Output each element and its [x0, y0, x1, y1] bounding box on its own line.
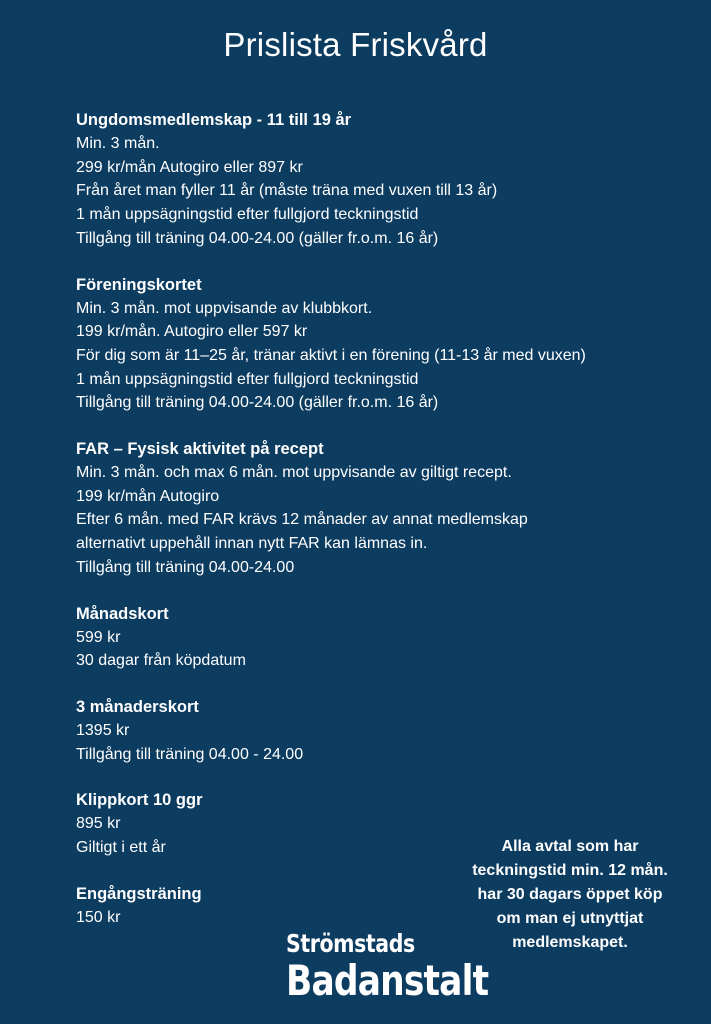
section-manadskort: [76, 602, 686, 673]
section-line: 30 dagar från köpdatum: [76, 652, 246, 670]
section-line: 599 kr: [76, 628, 121, 646]
notice-line: om man ej utnyttjat: [496, 910, 644, 927]
section-heading: Ungdomsmedlemskap - 11 till 19 år: [76, 111, 352, 129]
section-line: Min. 3 mån. mot uppvisande av klubbkort.: [76, 299, 373, 317]
section-line: 1 mån uppsägningstid efter fullgjord teckningstid: [76, 206, 419, 224]
section-heading: FAR – Fysisk aktivitet på recept: [76, 440, 324, 459]
section-line: 199 kr/mån Autogiro: [76, 487, 220, 505]
logo-top-text: Strömstads: [286, 929, 415, 958]
section-line: Tillgång till träning 04.00 - 24.00: [76, 745, 304, 763]
notice-line: teckningstid min. 12 mån.: [472, 862, 668, 879]
section-line: Från året man fyller 11 år (måste träna med vuxen till 13 år): [76, 182, 498, 200]
section-line: Efter 6 mån. med FAR krävs 12 månader av annat medlemskap: [76, 511, 528, 529]
section-line: alternativt uppehåll innan nytt FAR kan lämnas in.: [76, 535, 428, 553]
section-foreningskortet: [76, 273, 686, 416]
section-line: Tillgång till träning 04.00-24.00: [76, 558, 295, 576]
section-line: Tillgång till träning 04.00-24.00 (gäller fr.o.m. 16 år): [76, 229, 439, 247]
notice-line: medlemskapet.: [512, 934, 628, 951]
notice-line: har 30 dagars öppet köp: [477, 886, 663, 903]
page-title: Prislista Friskvård: [223, 26, 488, 63]
section-line: 150 kr: [76, 908, 121, 926]
notice-line: Alla avtal som har: [501, 838, 639, 855]
section-line: 199 kr/mån. Autogiro eller 597 kr: [76, 323, 308, 341]
section-heading: Månadskort: [76, 604, 169, 623]
section-heading: 3 månaderskort: [76, 697, 199, 716]
stromstads-badanstalt-logo: [286, 929, 489, 1005]
section-far: [76, 437, 686, 580]
section-line: Min. 3 mån. och max 6 mån. mot uppvisande av giltigt recept.: [76, 464, 512, 482]
section-heading: Klippkort 10 ggr: [76, 791, 203, 810]
logo-bottom-text: Badanstalt: [286, 956, 489, 1005]
section-line: Min. 3 mån.: [76, 135, 160, 152]
section-line: 895 kr: [76, 815, 121, 833]
section-heading: Engångsträning: [76, 884, 202, 903]
section-line: Giltigt i ett år: [76, 839, 166, 857]
section-line: För dig som är 11–25 år, tränar aktivt i en förening (11-13 år med vuxen): [76, 346, 586, 364]
section-line: Tillgång till träning 04.00-24.00 (gäller fr.o.m. 16 år): [76, 394, 439, 412]
section-line: 1 mån uppsägningstid efter fullgjord teckningstid: [76, 370, 419, 388]
section-line: 1395 kr: [76, 721, 130, 739]
section-ungdomsmedlemskap: [76, 108, 686, 251]
section-3-manaderskort: [76, 695, 686, 766]
price-list-content: [76, 108, 686, 951]
open-purchase-notice: [452, 835, 688, 955]
section-line: 299 kr/mån Autogiro eller 897 kr: [76, 158, 303, 176]
section-heading: Föreningskortet: [76, 275, 202, 294]
